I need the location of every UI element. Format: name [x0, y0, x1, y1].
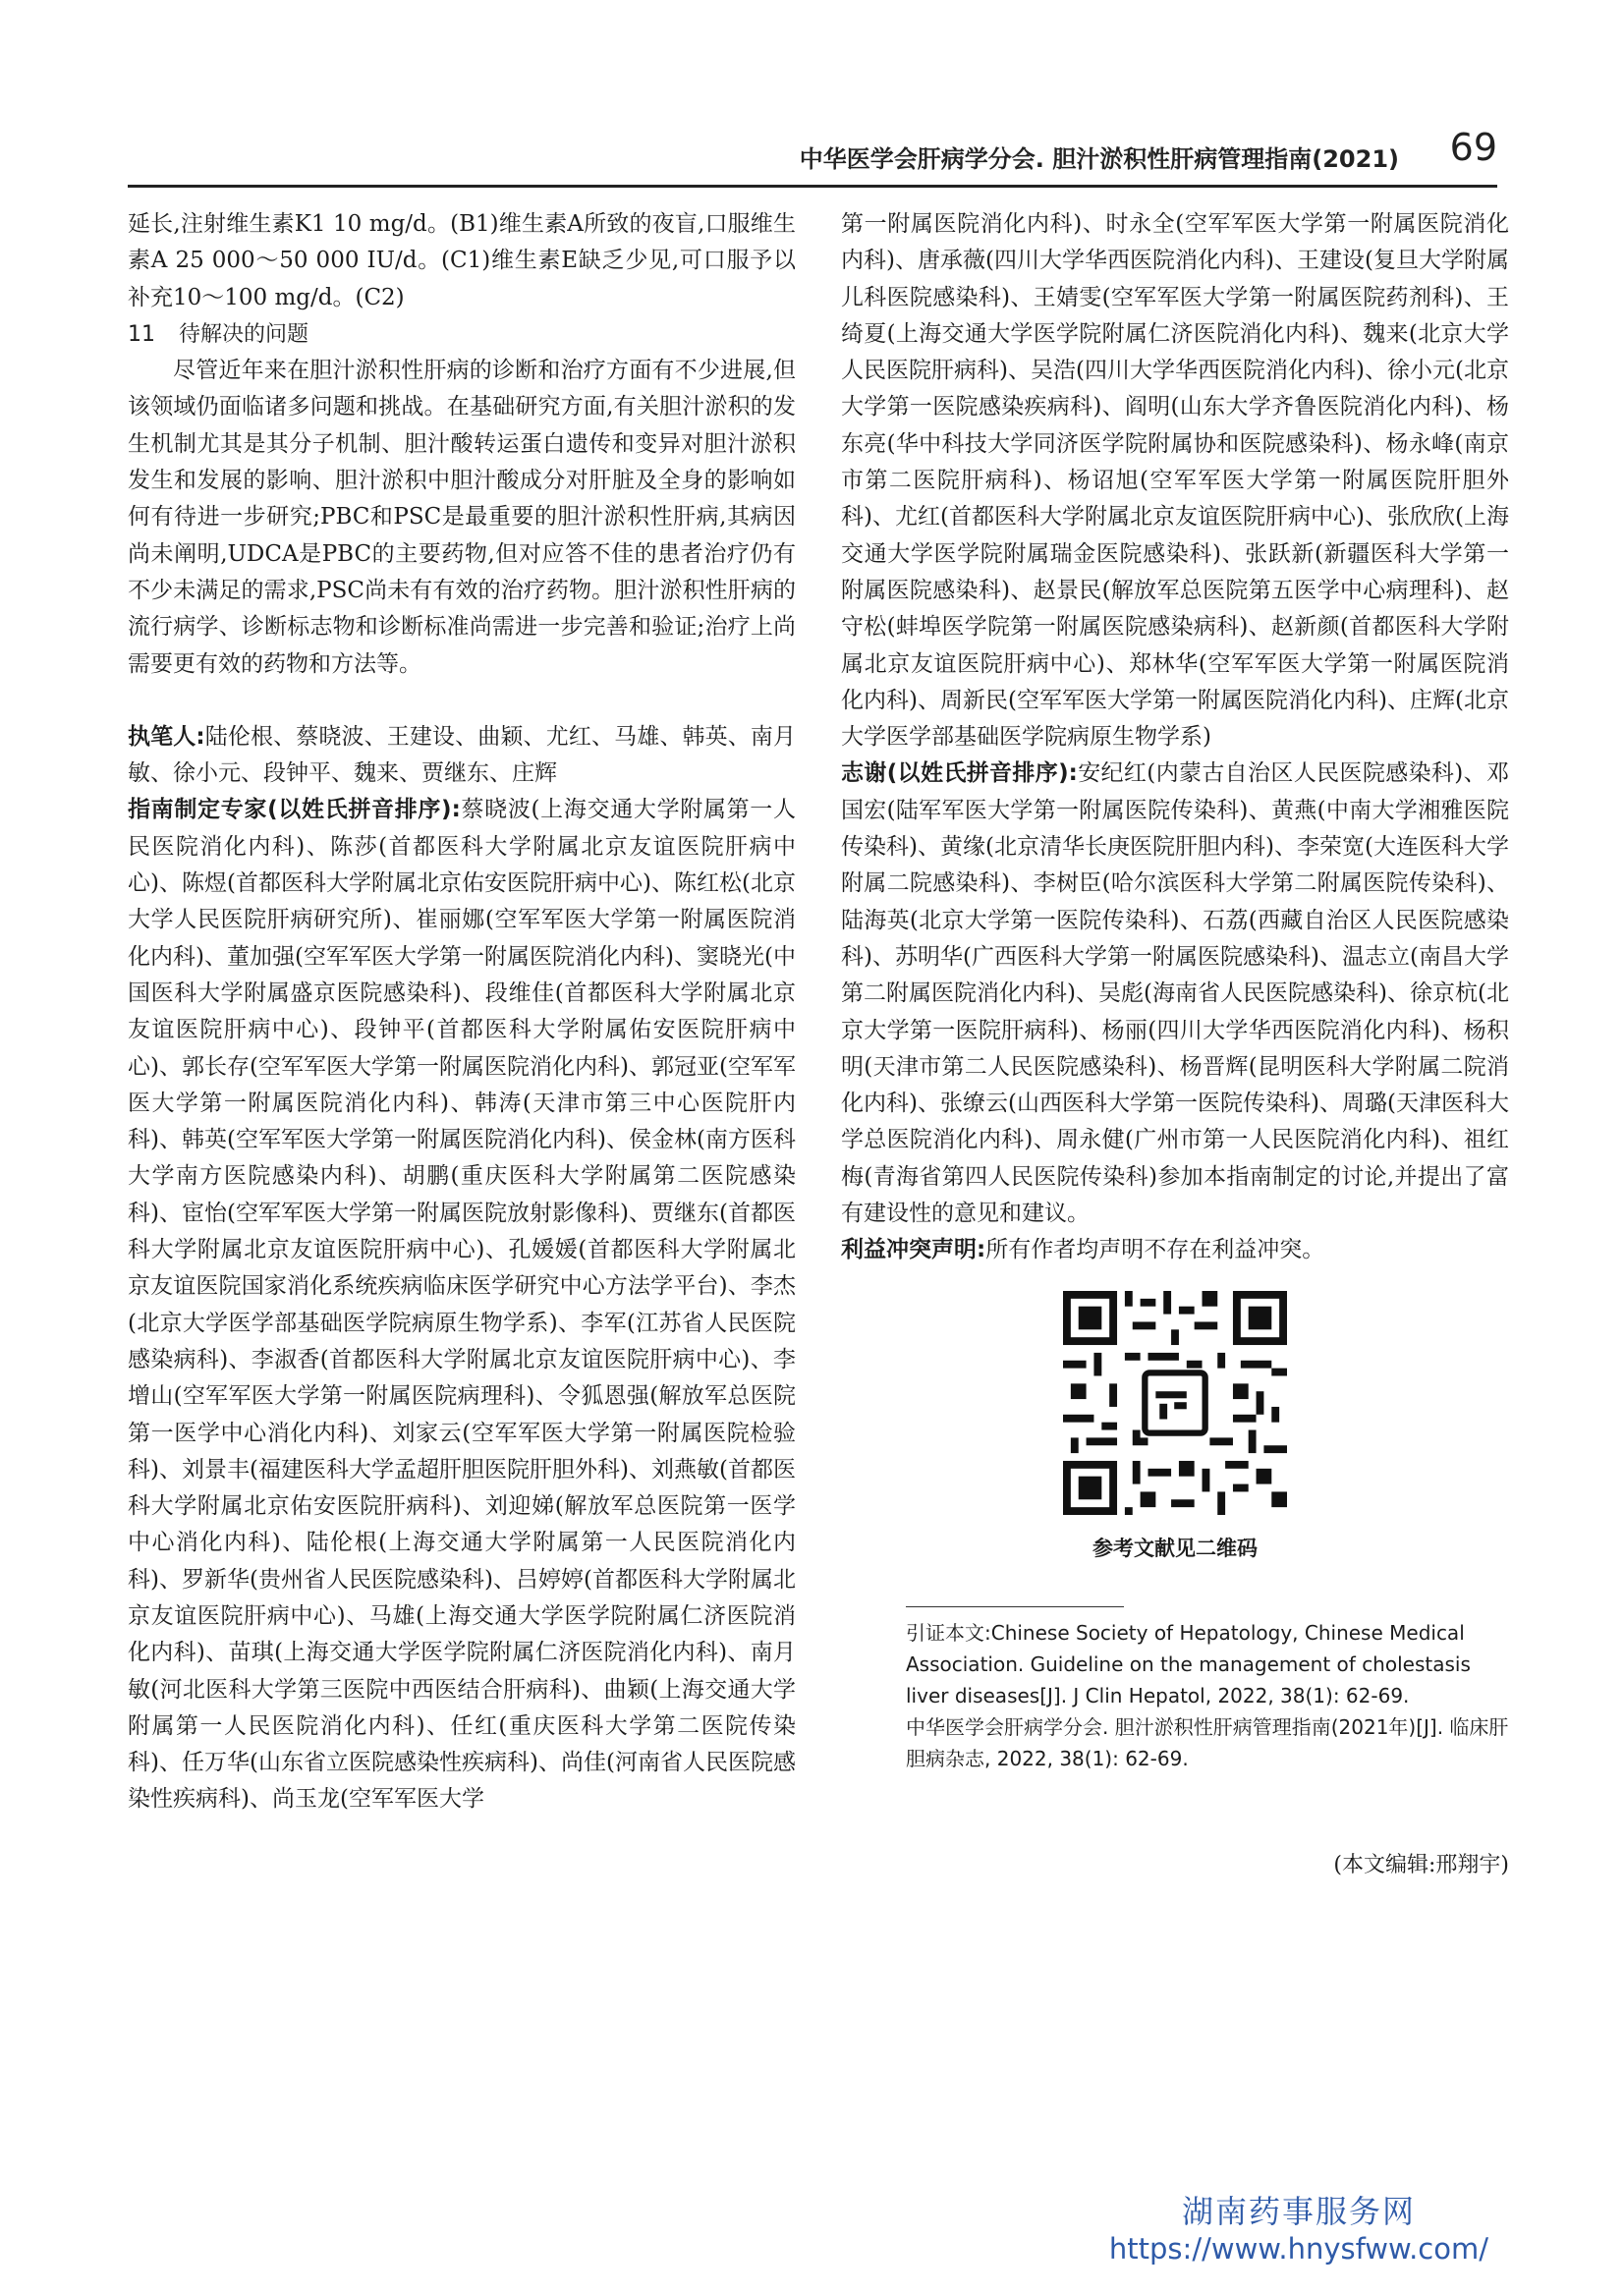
conflict-block	[841, 1232, 1509, 1268]
thanks-label: 志谢(以姓氏拼音排序):	[841, 760, 1078, 787]
citation-english: 引证本文:Chinese Society of Hepatology, Chinese Medical Association. Guideline on the management of cholestasis liver diseases[J]. J Clin Hepatol, 2022, 38(1): 62-69.	[906, 1621, 1471, 1708]
authors-block	[128, 719, 796, 793]
site-watermark	[1109, 2187, 1488, 2266]
journal-header-title: 中华医学会肝病学分会. 胆汁淤积性肝病管理指南(2021)	[799, 145, 1399, 173]
section-title: 待解决的问题	[179, 321, 309, 347]
editor-note: (本文编辑:邢翔宇)	[1333, 1853, 1509, 1878]
conflict-label: 利益冲突声明:	[841, 1237, 986, 1263]
citation-chinese: 中华医学会肝病学分会. 胆汁淤积性肝病管理指南(2021年)[J]. 临床肝胆病杂志, 2022, 38(1): 62-69.	[906, 1715, 1509, 1771]
authors-label: 执笔人:	[128, 723, 205, 750]
experts-continued: 第一附属医院消化内科)、时永全(空军军医大学第一附属医院消化内科)、唐承薇(四川大学华西医院消化内科)、王建设(复旦大学附属儿科医院感染科)、王婧雯(空军军医大学第一附属医院药剂科)、王绮夏(上海交通大学医学院附属仁济医院消化内科)、魏来(北京大学人民医院肝病科)、吴浩(四川大学华西医院消化内科)、徐小元(北京大学第一医院感染疾病科)、阎明(山东大学齐鲁医院消化内科)、杨东亮(华中科技大学同济医学院附属协和医院感染科)、杨永峰(南京市第二医院肝病科)、杨诏旭(空军军医大学第一附属医院肝胆外科)、尤红(首都医科大学附属北京友谊医院肝病中心)、张欣欣(上海交通大学医学院附属瑞金医院感染科)、张跃新(新疆医科大学第一附属医院感染科)、赵景民(解放军总医院第五医学中心病理科)、赵守松(蚌埠医学院第一附属医院感染病科)、赵新颜(首都医科大学附属北京友谊医院肝病中心)、郑林华(空军军医大学第一附属医院消化内科)、周新民(空军军医大学第一附属医院消化内科)、庄辉(北京大学医学部基础医学院病原生物学系)	[841, 211, 1509, 751]
conflict-text: 所有作者均声明不存在利益冲突。	[985, 1237, 1325, 1263]
section-body: 尽管近年来在胆汁淤积性肝病的诊断和治疗方面有不少进展,但该领域仍面临诸多问题和挑战。在基础研究方面,有关胆汁淤积的发生机制尤其是其分子机制、胆汁酸转运蛋白遗传和变异对胆汁淤积发生和发展的影响、胆汁淤积中胆汁酸成分对肝脏及全身的影响如何有待进一步研究;PBC和PSC是最重要的胆汁淤积性肝病,其病因尚未阐明,UDCA是PBC的主要药物,但对应答不佳的患者治疗仍有不少未满足的需求,PSC尚未有有效的治疗药物。胆汁淤积性肝病的流行病学、诊断标志物和诊断标准尚需进一步完善和验证;治疗上尚需要更有效的药物和方法等。	[128, 358, 796, 677]
experts-label: 指南制定专家(以姓氏拼音排序):	[128, 797, 461, 823]
citation-divider	[906, 1606, 1124, 1607]
vitamin-paragraph: 延长,注射维生素K1 10 mg/d。(B1)维生素A所致的夜盲,口服维生素A 25 000～50 000 IU/d。(C1)维生素E缺乏少见,可口服予以补充10～100 mg/d。(C2)	[128, 211, 796, 310]
qr-block	[841, 1291, 1509, 1568]
qr-caption: 参考文献见二维码	[1092, 1536, 1258, 1560]
left-column	[128, 206, 796, 1819]
section-number: 11	[128, 321, 155, 347]
right-column	[841, 206, 1509, 1884]
page-number: 69	[1449, 126, 1497, 169]
experts-list: 蔡晓波(上海交通大学附属第一人民医院消化内科)、陈莎(首都医科大学附属北京友谊医院肝病中心)、陈煜(首都医科大学附属北京佑安医院肝病中心)、陈红松(北京大学人民医院肝病研究所)、崔丽娜(空军军医大学第一附属医院消化内科)、董加强(空军军医大学第一附属医院消化内科)、窦晓光(中国医科大学附属盛京医院感染科)、段维佳(首都医科大学附属北京友谊医院肝病中心)、段钟平(首都医科大学附属佑安医院肝病中心)、郭长存(空军军医大学第一附属医院消化内科)、郭冠亚(空军军医大学第一附属医院消化内科)、韩涛(天津市第三中心医院肝内科)、韩英(空军军医大学第一附属医院消化内科)、侯金林(南方医科大学南方医院感染内科)、胡鹏(重庆医科大学附属第二医院感染科)、宦怡(空军军医大学第一附属医院放射影像科)、贾继东(首都医科大学附属北京友谊医院肝病中心)、孔媛媛(首都医科大学附属北京友谊医院国家消化系统疾病临床医学研究中心方法学平台)、李杰(北京大学医学部基础医学院病原生物学系)、李军(江苏省人民医院感染病科)、李淑香(首都医科大学附属北京友谊医院肝病中心)、李增山(空军军医大学第一附属医院病理科)、令狐恩强(解放军总医院第一医学中心消化内科)、刘家云(空军军医大学第一附属医院检验科)、刘景丰(福建医科大学孟超肝胆医院肝胆外科)、刘燕敏(首都医科大学附属北京佑安医院肝病科)、刘迎娣(解放军总医院第一医学中心消化内科)、陆伦根(上海交通大学附属第一人民医院消化内科)、罗新华(贵州省人民医院感染科)、吕婷婷(首都医科大学附属北京友谊医院肝病中心)、马雄(上海交通大学医学院附属仁济医院消化内科)、苗琪(上海交通大学医学院附属仁济医院消化内科)、南月敏(河北医科大学第三医院中西医结合肝病科)、曲颖(上海交通大学附属第一人民医院消化内科)、任红(重庆医科大学第二医院传染科)、任万华(山东省立医院感染性疾病科)、尚佳(河南省人民医院感染性疾病科)、尚玉龙(空军军医大学	[128, 797, 796, 1813]
site-logo-text: 湖南药事服务网	[1181, 2193, 1416, 2230]
authors-list: 陆伦根、蔡晓波、王建设、曲颖、尤红、马雄、韩英、南月敏、徐小元、段钟平、魏来、贾继东、庄辉	[128, 723, 796, 787]
experts-block	[128, 792, 796, 1818]
site-url[interactable]: https://www.hnysfww.com/	[1108, 2232, 1488, 2266]
thanks-block	[841, 756, 1509, 1232]
thanks-list: 安纪红(内蒙古自治区人民医院感染科)、邓国宏(陆军军医大学第一附属医院传染科)、黄燕(中南大学湘雅医院传染科)、黄缘(北京清华长庚医院肝胆内科)、李荣宽(大连医科大学附属二院感染科)、李树臣(哈尔滨医科大学第二附属医院传染科)、陆海英(北京大学第一医院传染科)、石荔(西藏自治区人民医院感染科)、苏明华(广西医科大学第一附属医院感染科)、温志立(南昌大学第二附属医院消化内科)、吴彪(海南省人民医院感染科)、徐京杭(北京大学第一医院肝病科)、杨丽(四川大学华西医院消化内科)、杨积明(天津市第二人民医院感染科)、杨晋辉(昆明医科大学附属二院消化内科)、张缭云(山西医科大学第一医院传染科)、周璐(天津医科大学总医院消化内科)、周永健(广州市第一人民医院消化内科)、祖红梅(青海省第四人民医院传染科)参加本指南制定的讨论,并提出了富有建设性的意见和建议。	[841, 760, 1509, 1227]
qr-code-icon[interactable]	[1063, 1291, 1287, 1515]
section-heading	[128, 316, 796, 353]
running-header	[128, 126, 1497, 188]
